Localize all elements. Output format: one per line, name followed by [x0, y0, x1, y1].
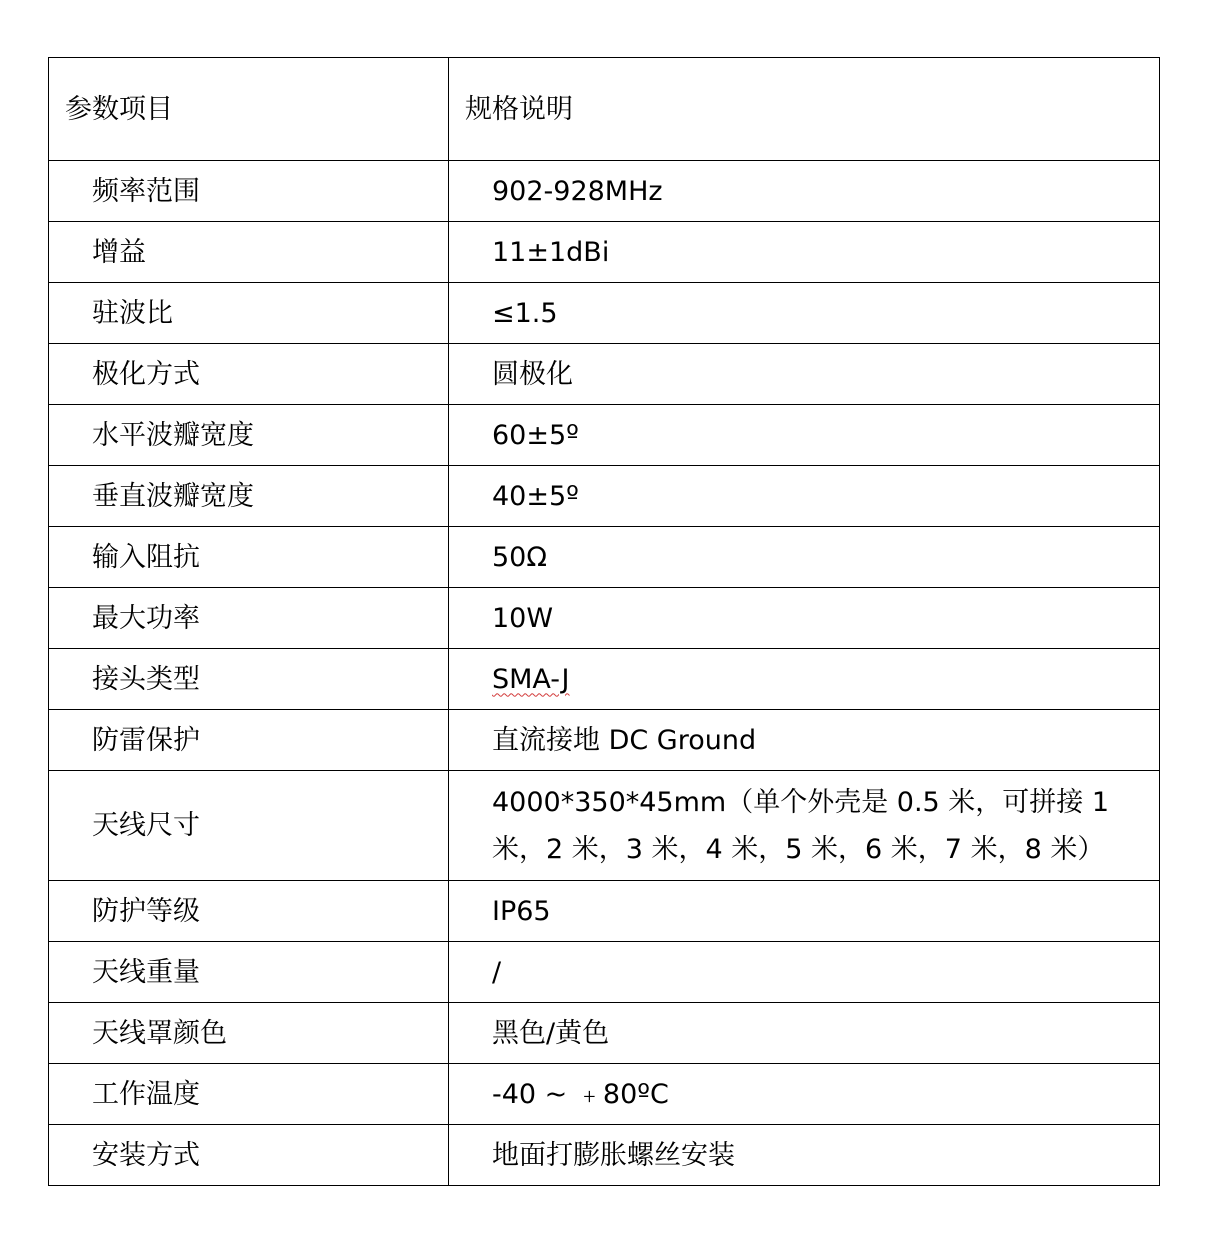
param-cell: 水平波瓣宽度 [49, 405, 449, 466]
table-row [49, 161, 1160, 222]
param-cell: 频率范围 [49, 161, 449, 222]
header-param: 参数项目 [49, 58, 449, 161]
spec-cell: ≤1.5 [449, 283, 1160, 344]
table-row [49, 405, 1160, 466]
table-row [49, 283, 1160, 344]
spec-cell: 40±5º [449, 466, 1160, 527]
param-cell: 接头类型 [49, 649, 449, 710]
param-cell: 驻波比 [49, 283, 449, 344]
param-cell: 天线重量 [49, 942, 449, 1003]
spec-cell: 60±5º [449, 405, 1160, 466]
table-row [49, 527, 1160, 588]
spec-cell: 黑色/黄色 [449, 1003, 1160, 1064]
header-spec: 规格说明 [449, 58, 1160, 161]
table-row [49, 1003, 1160, 1064]
table-row [49, 588, 1160, 649]
param-cell: 增益 [49, 222, 449, 283]
param-cell: 最大功率 [49, 588, 449, 649]
table-row [49, 649, 1160, 710]
param-cell: 输入阻抗 [49, 527, 449, 588]
param-cell: 天线尺寸 [49, 771, 449, 881]
spec-cell: / [449, 942, 1160, 1003]
spec-cell: 10W [449, 588, 1160, 649]
table-row [49, 222, 1160, 283]
spellcheck-underlined-text: SMA-J [492, 663, 570, 695]
spec-table [48, 57, 1160, 1186]
spec-cell: 50Ω [449, 527, 1160, 588]
table-row [49, 344, 1160, 405]
param-cell: 安装方式 [49, 1125, 449, 1186]
param-cell: 天线罩颜色 [49, 1003, 449, 1064]
spec-cell: 圆极化 [449, 344, 1160, 405]
spec-cell: -40 ~ ﹢80ºC [449, 1064, 1160, 1125]
spec-cell: 11±1dBi [449, 222, 1160, 283]
table-row [49, 1125, 1160, 1186]
param-cell: 极化方式 [49, 344, 449, 405]
param-cell: 防护等级 [49, 881, 449, 942]
param-cell: 垂直波瓣宽度 [49, 466, 449, 527]
spec-cell: IP65 [449, 881, 1160, 942]
spec-cell: 直流接地 DC Ground [449, 710, 1160, 771]
table-row [49, 466, 1160, 527]
spec-cell: 4000*350*45mm（单个外壳是 0.5 米，可拼接 1 米，2 米，3 米，4 米，5 米，6 米，7 米，8 米） [449, 771, 1160, 881]
table-row [49, 710, 1160, 771]
table-row [49, 942, 1160, 1003]
table-row [49, 1064, 1160, 1125]
table-row [49, 771, 1160, 881]
param-cell: 工作温度 [49, 1064, 449, 1125]
table-header-row [49, 58, 1160, 161]
spec-cell: 902-928MHz [449, 161, 1160, 222]
param-cell: 防雷保护 [49, 710, 449, 771]
spec-cell: 地面打膨胀螺丝安装 [449, 1125, 1160, 1186]
table-row [49, 881, 1160, 942]
spec-cell [449, 649, 1160, 710]
